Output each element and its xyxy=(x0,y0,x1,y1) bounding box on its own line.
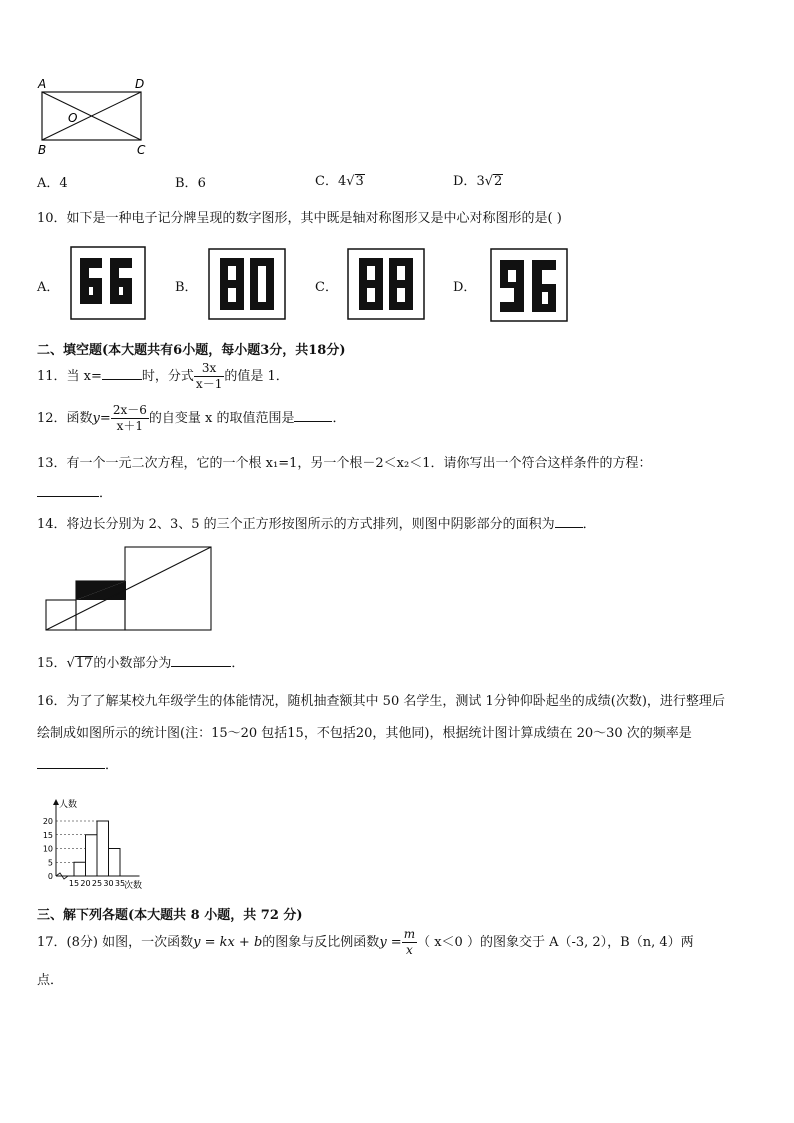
q13-end: ． xyxy=(99,486,113,501)
q13-answer-blank[interactable] xyxy=(37,482,99,497)
y-tick-label: 10 xyxy=(42,844,53,854)
y-tick-label: 15 xyxy=(42,830,53,840)
diagonal-line xyxy=(46,547,211,630)
q9-option-b[interactable] xyxy=(175,172,206,191)
q10-option-d-letter[interactable]: D． xyxy=(453,280,477,295)
q12-post: 的自变量 x 的取值范围是 xyxy=(148,411,295,426)
q11-post: 的值是 1． xyxy=(224,369,289,384)
y-tick-label: 5 xyxy=(47,858,53,868)
option-letter: B． xyxy=(175,176,198,191)
q14-answer-blank[interactable] xyxy=(555,527,583,528)
q17-line1 xyxy=(37,924,694,962)
q9-option-d[interactable] xyxy=(453,170,503,189)
q17-condition: （ x＜0 ）的图象交于 A（-3, 2），B（n, 4）两 xyxy=(417,935,694,950)
q10-stem: 10．如下是一种电子记分牌呈现的数字图形，其中既是轴对称图形又是中心对称图形的是( ) xyxy=(37,211,562,226)
q15-radicand: 17 xyxy=(75,656,93,671)
q12-y: y xyxy=(92,411,100,426)
q12-numerator: 2x－6 xyxy=(112,403,147,417)
section-3-title: 三、解下列各题(本大题共 8 小题，共 72 分) xyxy=(37,908,303,923)
option-value: 6 xyxy=(197,176,206,191)
q10-option-c-letter[interactable]: C． xyxy=(315,280,338,295)
q11-mid: 时，分式 xyxy=(141,369,194,384)
q12-fraction xyxy=(111,403,149,434)
histogram-bar xyxy=(86,835,98,876)
q17-mid: 的图象与反比例函数 xyxy=(262,935,380,950)
histogram-bar xyxy=(109,849,121,877)
q17-line2: 点． xyxy=(37,973,64,988)
x-tick-label: 15 xyxy=(68,879,80,888)
option-coef: 4 xyxy=(337,174,347,189)
q17-linear-function: y = kx + b xyxy=(193,935,263,950)
y-tick-label: 0 xyxy=(47,872,53,881)
x-tick-label: 35 xyxy=(114,879,126,888)
x-tick-label: 25 xyxy=(91,879,103,888)
q12-end: ． xyxy=(332,411,346,426)
q17-pre: 17．(8分) 如图，一次函数 xyxy=(37,935,194,950)
histogram-chart xyxy=(36,798,166,894)
q16-answer-blank[interactable] xyxy=(37,754,105,769)
q15-end: ． xyxy=(231,656,245,671)
q16-line1: 16．为了了解某校九年级学生的体能情况，随机抽查额其中 50 名学生，测试 1分钟仰卧起坐的成绩(次数)，进行整理后 xyxy=(37,694,725,709)
q13-line2 xyxy=(37,482,112,501)
option-value: 4 xyxy=(59,176,68,191)
q9-option-c[interactable] xyxy=(315,170,365,189)
q9-option-a[interactable] xyxy=(37,172,68,191)
q12-pre: 12．函数 xyxy=(37,411,93,426)
q11-pre: 11．当 x= xyxy=(37,369,102,384)
scoreboard-66[interactable] xyxy=(70,246,146,322)
q11-denominator: x－1 xyxy=(195,377,223,391)
q17-fraction xyxy=(402,927,417,958)
squares-diagram xyxy=(40,544,220,636)
q12 xyxy=(37,400,345,438)
square-2 xyxy=(46,600,76,630)
option-letter: C． xyxy=(315,174,338,189)
label-a: A xyxy=(38,77,47,91)
q16-end: ． xyxy=(105,758,119,773)
q12-denominator: x＋1 xyxy=(116,419,144,433)
q15 xyxy=(37,652,244,671)
histogram-bar xyxy=(74,862,86,876)
histogram-bar xyxy=(97,821,109,876)
q11 xyxy=(37,358,289,396)
label-d: D xyxy=(135,77,145,91)
q10-option-b-letter[interactable]: B． xyxy=(175,280,198,295)
q15-pre: 15． xyxy=(37,656,67,671)
q11-answer-blank[interactable] xyxy=(102,379,142,380)
q11-numerator: 3x xyxy=(194,361,224,377)
label-c: C xyxy=(137,143,146,157)
x-tick-label: 20 xyxy=(80,879,91,888)
sqrt-sign: √ xyxy=(66,656,75,671)
option-letter: A． xyxy=(37,176,60,191)
scoreboard-88[interactable] xyxy=(347,248,425,320)
scoreboard-80[interactable] xyxy=(208,248,286,320)
q14-text: 14．将边长分别为 2、3、5 的三个正方形按图所示的方式排列，则图中阴影部分的面积为 xyxy=(37,517,555,532)
sqrt-sign: √ xyxy=(346,174,355,189)
q13-line1: 13．有一个一元二次方程，它的一个根 x₁=1，另一个根－2＜x₂＜1．请你写出一个符合这样条件的方程： xyxy=(37,456,652,471)
option-letter: D． xyxy=(453,174,477,189)
option-radicand: 3 xyxy=(355,174,364,189)
q12-eq: = xyxy=(99,411,111,426)
q14 xyxy=(37,513,596,532)
square-5 xyxy=(125,547,211,630)
q17-y: y = xyxy=(379,935,402,950)
q15-post: 的小数部分为 xyxy=(93,656,172,671)
label-o: O xyxy=(68,111,78,125)
q17-denominator: x xyxy=(405,943,413,957)
q14-end: ． xyxy=(582,517,596,532)
q11-fraction xyxy=(194,361,224,392)
y-axis-label: 人数 xyxy=(59,800,78,810)
q10-option-a-letter[interactable]: A． xyxy=(37,280,60,295)
section-2-title: 二、填空题(本大题共有6小题，每小题3分，共18分) xyxy=(37,343,346,358)
q15-answer-blank[interactable] xyxy=(171,666,231,667)
x-axis-label: 次数 xyxy=(124,881,143,891)
q16-line3 xyxy=(37,754,118,773)
q12-answer-blank[interactable] xyxy=(294,421,332,422)
option-coef: 3 xyxy=(476,174,485,189)
scoreboard-96[interactable] xyxy=(490,248,568,322)
x-tick-label: 30 xyxy=(103,879,114,888)
q17-numerator: m xyxy=(403,927,416,941)
q16-line2: 绘制成如图所示的统计图(注：15～20 包括15，不包括20，其他同)，根据统计图计算成绩在 20～30 次的频率是 xyxy=(37,726,692,741)
y-tick-label: 20 xyxy=(42,817,53,826)
rectangle-diagram xyxy=(30,76,160,160)
sqrt-sign: √ xyxy=(484,174,494,189)
label-b: B xyxy=(38,143,47,157)
option-radicand: 2 xyxy=(494,174,503,189)
